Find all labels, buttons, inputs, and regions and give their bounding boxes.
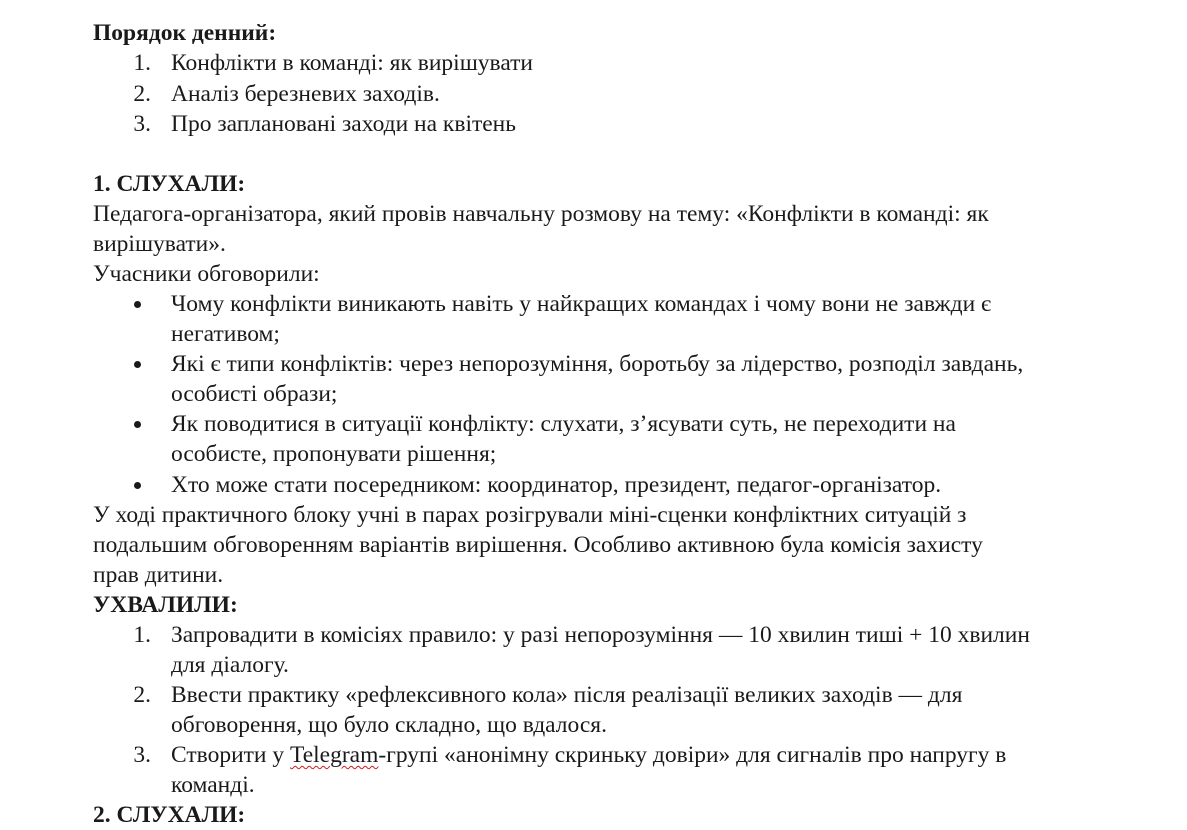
resolution-3-text-after: -групі «анонімну скриньку довіри» для сигналів про напругу в: [378, 742, 1007, 768]
resolution-1-line-2: для діалогу.: [171, 652, 289, 678]
agenda-item-1: Конфлікти в команді: як вирішувати: [171, 50, 534, 76]
section-1-heading: 1. СЛУХАЛИ:: [93, 171, 246, 197]
spellcheck-flagged-word[interactable]: Telegram: [290, 742, 379, 768]
bullet-icon: [134, 421, 141, 428]
resolved-heading: УХВАЛИЛИ:: [93, 592, 238, 618]
resolution-2-line-2: обговорення, що було складно, що вдалося.: [171, 712, 607, 738]
agenda-item-2-number: 2.: [133, 81, 151, 107]
bullet-4-line-1: Хто може стати посередником: координатор, президент, педагог-організатор.: [171, 472, 942, 498]
section-1-intro-line-1: Педагога-організатора, який провів навчальну розмову на тему: «Конфлікти в команді: як: [93, 201, 989, 227]
bullet-3-line-2: особисте, пропонувати рішення;: [171, 441, 497, 467]
bullet-icon: [134, 301, 141, 308]
discussed-label: Учасники обговорили:: [93, 261, 320, 287]
agenda-item-1-number: 1.: [133, 50, 151, 76]
agenda-item-2: Аналіз березневих заходів.: [171, 81, 440, 107]
resolution-3-line-2: команді.: [171, 772, 255, 798]
bullet-2-line-1: Які є типи конфліктів: через непорозуміння, боротьбу за лідерство, розподіл завдань,: [171, 351, 1024, 377]
section-2-heading: 2. СЛУХАЛИ:: [93, 802, 246, 828]
bullet-3-line-1: Як поводитися в ситуації конфлікту: слухати, з’ясувати суть, не переходити на: [171, 411, 956, 437]
bullet-icon: [134, 361, 141, 368]
practice-line-3: прав дитини.: [93, 562, 224, 588]
resolution-1-line-1: Запровадити в комісіях правило: у разі непорозуміння — 10 хвилин тиші + 10 хвилин: [171, 622, 1030, 648]
resolution-3-text-before: Створити у: [171, 742, 290, 768]
section-1-intro-line-2: вирішувати».: [93, 231, 226, 257]
resolution-1-number: 1.: [133, 622, 151, 648]
agenda-item-3-number: 3.: [133, 111, 151, 137]
bullet-icon: [134, 482, 141, 489]
bullet-1-line-2: негативом;: [171, 321, 280, 347]
agenda-heading: Порядок денний:: [93, 20, 277, 46]
agenda-item-3: Про заплановані заходи на квітень: [171, 111, 516, 137]
bullet-1-line-1: Чому конфлікти виникають навіть у найкращих командах і чому вони не завжди є: [171, 291, 992, 317]
resolution-2-line-1: Ввести практику «рефлексивного кола» після реалізації великих заходів — для: [171, 682, 963, 708]
resolution-3-number: 3.: [133, 742, 151, 768]
bullet-2-line-2: особисті образи;: [171, 381, 338, 407]
practice-line-1: У ході практичного блоку учні в парах розігрували міні-сценки конфліктних ситуацій з: [93, 502, 967, 528]
practice-line-2: подальшим обговоренням варіантів вирішення. Особливо активною була комісія захисту: [93, 532, 983, 558]
resolution-2-number: 2.: [133, 682, 151, 708]
resolution-3-line-1: [171, 740, 1006, 770]
